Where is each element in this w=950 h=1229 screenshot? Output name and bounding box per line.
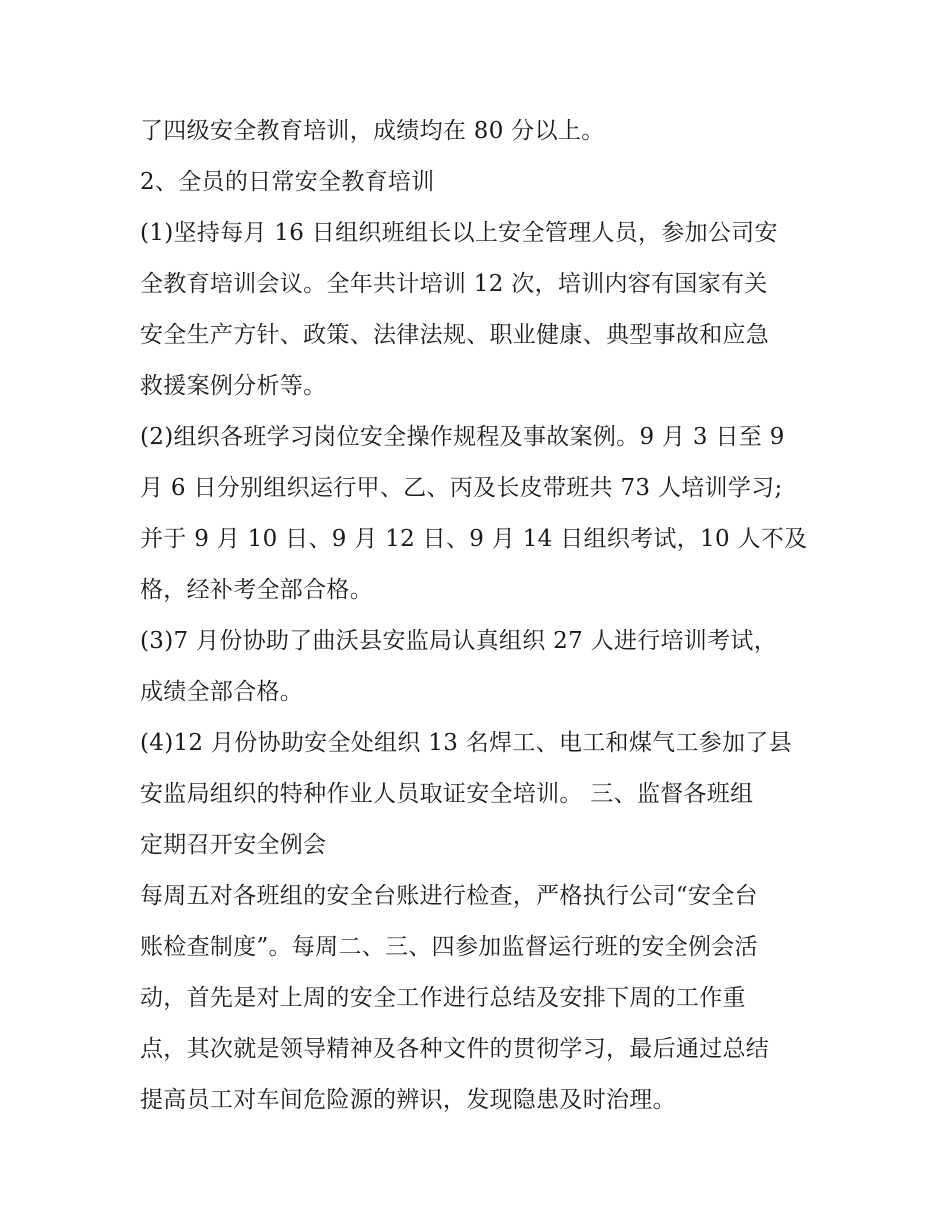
section-heading-2: 2、全员的日常安全教育培训 bbox=[140, 169, 435, 195]
text-line-10: 格，经补考全部合格。 bbox=[140, 577, 373, 603]
text-line-11: (3)7 月份协助了曲沃县安监局认真组织 27 人进行培训考试， bbox=[140, 628, 778, 654]
text-line-9: 并于 9 月 10 日、9 月 12 日、9 月 14 日组织考试，10 人不及 bbox=[140, 526, 808, 552]
text-line-5: 安全生产方针、政策、法律法规、职业健康、典型事故和应急 bbox=[140, 322, 770, 348]
text-line-12: 成绩全部合格。 bbox=[140, 679, 304, 705]
text-line-16: 每周五对各班组的安全台账进行检查，严格执行公司“安全台 bbox=[140, 883, 758, 909]
text-line-19: 点，其次就是领导精神及各种文件的贯彻学习，最后通过总结 bbox=[140, 1036, 770, 1062]
text-line-18: 动，首先是对上周的安全工作进行总结及安排下周的工作重 bbox=[140, 985, 746, 1011]
text-line-20: 提高员工对车间危险源的辨识，发现隐患及时治理。 bbox=[140, 1087, 676, 1113]
text-line-4: 全教育培训会议。全年共计培训 12 次，培训内容有国家有关 bbox=[140, 271, 768, 297]
text-line-1: 了四级安全教育培训，成绩均在 80 分以上。 bbox=[140, 118, 605, 144]
text-line-8: 月 6 日分别组织运行甲、乙、丙及长皮带班共 73 人培训学习; bbox=[140, 475, 783, 501]
text-line-3: (1)坚持每月 16 日组织班组长以上安全管理人员，参加公司安 bbox=[140, 220, 778, 246]
text-line-14: 安监局组织的特种作业人员取证安全培训。 三、监督各班组 bbox=[140, 781, 754, 807]
text-line-7: (2)组织各班学习岗位安全操作规程及事故案例。9 月 3 日至 9 bbox=[140, 424, 785, 450]
document-body bbox=[140, 106, 830, 1126]
text-line-6: 救援案例分析等。 bbox=[140, 373, 327, 399]
text-line-13: (4)12 月份协助安全处组织 13 名焊工、电工和煤气工参加了县 bbox=[140, 730, 792, 756]
text-line-15: 定期召开安全例会 bbox=[140, 832, 327, 858]
text-line-17: 账检查制度”。每周二、三、四参加监督运行班的安全例会活 bbox=[140, 934, 758, 960]
